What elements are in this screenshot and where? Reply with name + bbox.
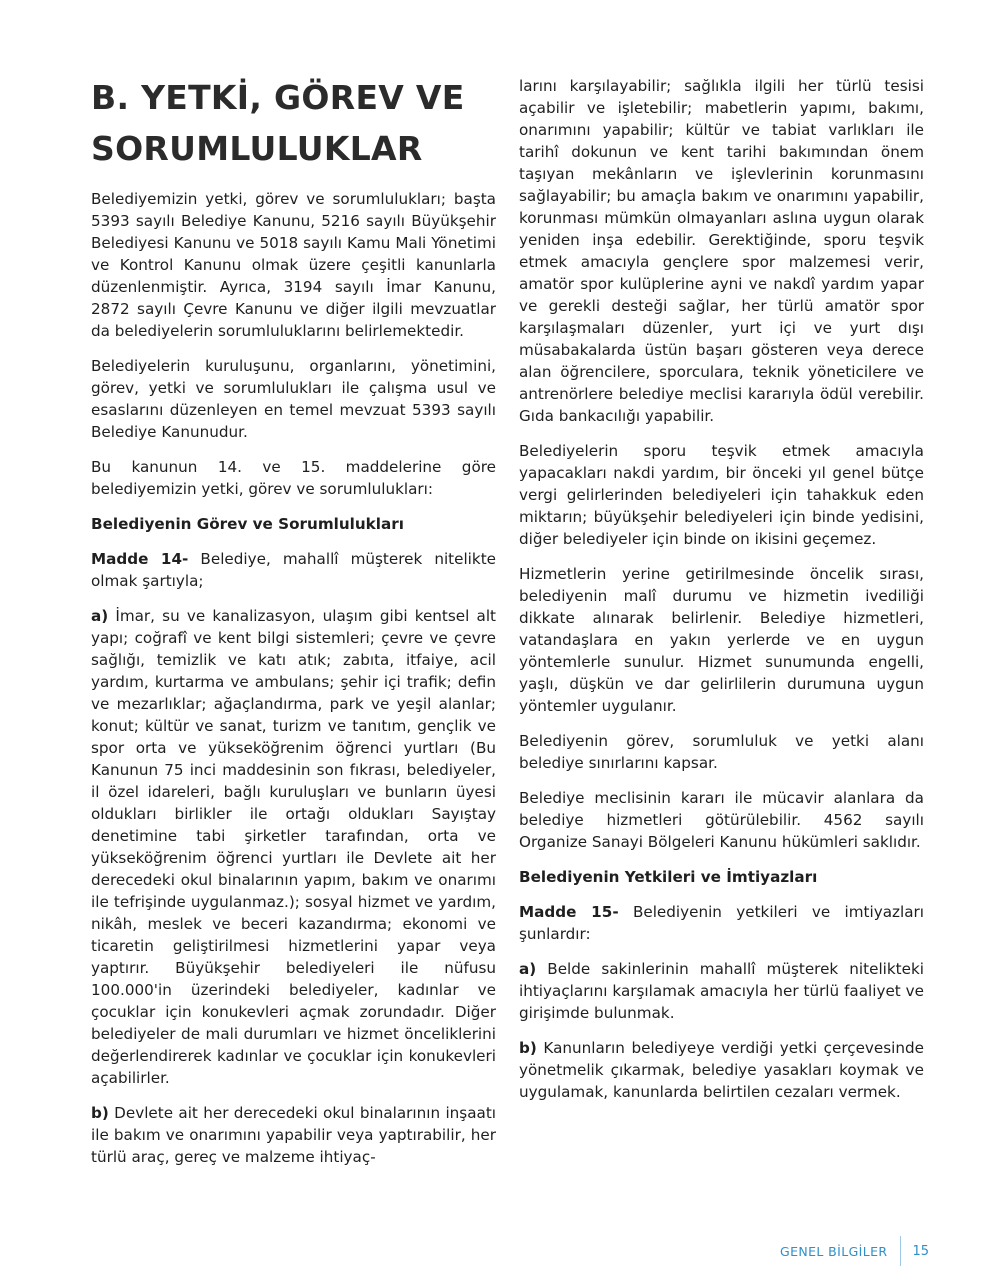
page-footer: [780, 1238, 929, 1264]
subheading-duties: Belediyenin Görev ve Sorumlulukları: [91, 515, 404, 533]
footer-section-label: GENEL BİLGİLER: [780, 1243, 888, 1259]
paragraph-articles: Bu kanunun 14. ve 15. maddelerine göre belediyemizin yetki, görev ve sorumlulukları:: [91, 458, 496, 498]
madde-14-label: Madde 14-: [91, 550, 189, 568]
page-title: B. YETKİ, GÖREV VE SORUMLULUKLAR: [91, 78, 465, 168]
paragraph-power-b: [519, 1037, 924, 1103]
madde-14-text: Belediye, mahallî müşterek nitelikte olmak şartıyla;: [91, 550, 496, 590]
paragraph-madde-14: [91, 548, 496, 592]
madde-15-text: Belediyenin yetkileri ve imtiyazları şunlardır:: [519, 903, 924, 943]
paragraph-law-5393: Belediyelerin kuruluşunu, organlarını, yönetimini, görev, yetki ve sorumlulukları ile çalışma usul ve esaslarını düzenleyen en temel mevzuat 5393 sayılı Belediye Kanunudur.: [91, 357, 496, 441]
subheading-powers: Belediyenin Yetkileri ve İmtiyazları: [519, 868, 818, 886]
paragraph-madde-15: [519, 901, 924, 945]
paragraph-sports-aid: Belediyelerin sporu teşvik etmek amacıyla yapacakları nakdi yardım, bir önceki yıl genel bütçe vergi gelirlerinden belediyeleri için tahakkuk eden miktarın; büyükşehir belediyeleri için binde yedisini, diğer belediyeler için binde on ikisini geçemez.: [519, 442, 924, 548]
madde-15-label: Madde 15-: [519, 903, 619, 921]
power-b-label: b): [519, 1039, 537, 1057]
item-a-label: a): [91, 607, 109, 625]
power-a-label: a): [519, 960, 537, 978]
page-number: 15: [912, 1243, 930, 1259]
right-column: [519, 0, 924, 1116]
paragraph-service-priority: Hizmetlerin yerine getirilmesinde öncelik sırası, belediyenin malî durumu ve hizmetin ivediliği dikkate alınarak belirlenir. Belediye hizmetleri, vatandaşlara en yakın yerlerde ve en uygun yöntemlerle sunulur. Hizmet sunumunda engelli, yaşlı, düşkün ve dar gelirlilerin durumuna uygun yöntemler uygulanır.: [519, 565, 924, 715]
paragraph-intro: Belediyemizin yetki, görev ve sorumlulukları; başta 5393 sayılı Belediye Kanunu, 5216 sayılı Büyükşehir Belediyesi Kanunu ve 5018 sayılı Kamu Mali Yönetimi ve Kontrol Kanunu olmak üzere çeşitli kanunlarla düzenlenmiştir. Ayrıca, 3194 sayılı İmar Kanunu, 2872 sayılı Çevre Kanunu ve diğer ilgili mevzuatlar da belediyelerin sorumluluklarını belirlemektedir.: [91, 190, 496, 340]
item-a-text: İmar, su ve kanalizasyon, ulaşım gibi kentsel alt yapı; coğrafî ve kent bilgi sistemleri; çevre ve çevre sağlığı, temizlik ve katı atık; zabıta, itfaiye, acil yardım, kurtarma ve ambulans; şehir içi trafik; defin ve mezarlıklar; ağaçlandırma, park ve yeşil alanlar; konut; kültür ve sanat, turizm ve tanıtım, gençlik ve spor orta ve yükseköğrenim öğrenci yurtları (Bu Kanunun 75 inci maddesinin son fıkrası, belediyeler, il özel idareleri, bağlı kuruluşları ve bunların üyesi oldukları birlikler ile ortağı oldukları Sayıştay denetimine tabi şirketler tarafından, orta ve yükseköğrenim öğrenci yurtları ile Devlete ait her derecedeki okul binalarının yapım, bakım ve onarımı ile tefrişinde uygulanmaz.); sosyal hizmet ve yardım, nikâh, meslek ve beceri kazandırma; ekonomi ve ticaretin geliştirilmesi hizmetlerini yapar veya yaptırır. Büyükşehir belediyeleri ile nüfusu 100.000'in üzerindeki belediyeler, kadınlar ve çocuklar için konukevleri açmak zorundadır. Diğer belediyeler de mali durumları ve hizmet önceliklerini değerlendirerek kadınlar ve çocuklar için konukevleri açabilirler.: [91, 607, 496, 1087]
paragraph-item-b-continued: larını karşılayabilir; sağlıkla ilgili her türlü tesisi açabilir ve işletebilir; mabetlerin yapımı, bakımı, onarımını yapabilir; kültür ve tabiat varlıkları ile tarihî dokunun ve kent tarihi bakımından önem taşıyan mekânların ve işlevlerinin korunmasını sağlayabilir; bu amaçla bakım ve onarımını yapabilir, korunması mümkün olmayanları aslına uygun olarak yeniden inşa edebilir. Gerektiğinde, sporu teşvik etmek amacıyla gençlere spor malzemesi verir, amatör spor kulüplerine ayni ve nakdî yardım yapar ve gerekli desteği sağlar, her türlü amatör spor karşılaşmaları düzenler, yurt içi ve yurt dışı müsabakalarda üstün başarı gösteren veya derece alan öğrencilere, sporculara, teknik yöneticilere ve antrenörlere belediye meclisi kararıyla ödül verebilir. Gıda bankacılığı yapabilir.: [519, 77, 924, 425]
paragraph-power-a: [519, 958, 924, 1024]
paragraph-item-a: [91, 605, 496, 1089]
paragraph-council-decision: Belediye meclisinin kararı ile mücavir alanlara da belediye hizmetleri götürülebilir. 4562 sayılı Organize Sanayi Bölgeleri Kanunu hükümleri saklıdır.: [519, 789, 924, 851]
paragraph-item-b: [91, 1102, 496, 1168]
item-b-text: Devlete ait her derecedeki okul binalarının inşaatı ile bakım ve onarımını yapabilir veya yaptırabilir, her türlü araç, gereç ve malzeme ihtiyaç-: [91, 1104, 496, 1166]
power-a-text: Belde sakinlerinin mahallî müşterek nitelikteki ihtiyaçlarını karşılamak amacıyla her türlü faaliyet ve girişimde bulunmak.: [519, 960, 924, 1022]
left-column: [91, 0, 496, 1181]
power-b-text: Kanunların belediyeye verdiği yetki çerçevesinde yönetmelik çıkarmak, belediye yasakları koymak ve uygulamak, kanunlarda belirtilen cezaları vermek.: [519, 1039, 924, 1101]
paragraph-jurisdiction: Belediyenin görev, sorumluluk ve yetki alanı belediye sınırlarını kapsar.: [519, 732, 924, 772]
item-b-label: b): [91, 1104, 109, 1122]
